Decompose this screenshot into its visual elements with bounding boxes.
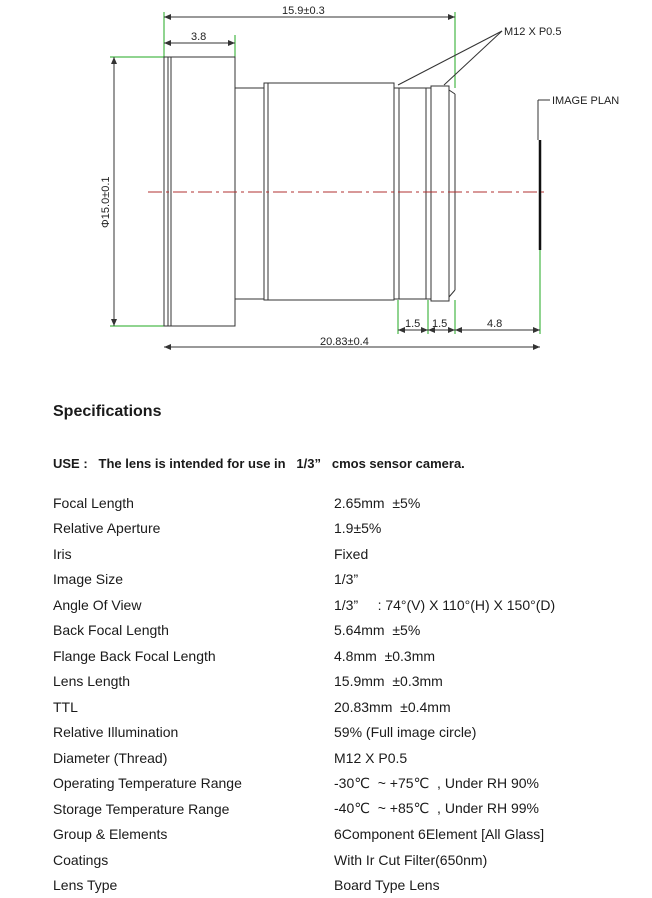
spec-label: Angle Of View (53, 592, 334, 618)
lens-dimension-drawing (0, 0, 652, 360)
spec-row (53, 541, 633, 567)
spec-value: Fixed (334, 541, 633, 567)
thread-label: M12 X P0.5 (504, 26, 561, 38)
spec-value: 2.65mm ±5% (334, 490, 633, 516)
spec-row (53, 643, 633, 669)
spec-label: Relative Illumination (53, 720, 334, 746)
spec-label: Focal Length (53, 490, 334, 516)
spec-label: Diameter (Thread) (53, 745, 334, 771)
spec-row (53, 490, 633, 516)
spec-value: 20.83mm ±0.4mm (334, 694, 633, 720)
spec-label: Operating Temperature Range (53, 771, 334, 797)
spec-table (53, 490, 633, 898)
spec-label: Lens Length (53, 669, 334, 695)
overall-length-label: 15.9±0.3 (282, 5, 325, 17)
image-plane-label: IMAGE PLAN (552, 95, 619, 107)
spec-label: Back Focal Length (53, 618, 334, 644)
spec-row (53, 669, 633, 695)
spec-label: Coatings (53, 847, 334, 873)
dim-a-label: 1.5 (405, 318, 420, 330)
spec-row (53, 796, 633, 822)
spec-row (53, 745, 633, 771)
diameter-label: Φ15.0±0.1 (100, 176, 112, 228)
spec-label: Relative Aperture (53, 516, 334, 542)
spec-label: Image Size (53, 567, 334, 593)
front-length-label: 3.8 (191, 31, 206, 43)
dim-b-label: 1.5 (432, 318, 447, 330)
spec-row (53, 592, 633, 618)
spec-value: -30℃ ~ +75℃ , Under RH 90% (334, 771, 633, 797)
spec-value: 4.8mm ±0.3mm (334, 643, 633, 669)
spec-row (53, 694, 633, 720)
spec-value: With Ir Cut Filter(650nm) (334, 847, 633, 873)
spec-value: -40℃ ~ +85℃ , Under RH 99% (334, 796, 633, 822)
spec-value: 15.9mm ±0.3mm (334, 669, 633, 695)
spec-row (53, 873, 633, 898)
spec-label: Storage Temperature Range (53, 796, 334, 822)
spec-label: Group & Elements (53, 822, 334, 848)
spec-row (53, 516, 633, 542)
spec-label: Iris (53, 541, 334, 567)
spec-label: Lens Type (53, 873, 334, 898)
flange-dim-label: 4.8 (487, 318, 502, 330)
spec-row (53, 618, 633, 644)
spec-value: 6Component 6Element [All Glass] (334, 822, 633, 848)
spec-value: 1/3” : 74°(V) X 110°(H) X 150°(D) (334, 592, 633, 618)
use-statement: USE : The lens is intended for use in 1/3” cmos sensor camera. (53, 456, 465, 471)
spec-value: 1.9±5% (334, 516, 633, 542)
spec-value: 1/3” (334, 567, 633, 593)
spec-label: Flange Back Focal Length (53, 643, 334, 669)
spec-value: Board Type Lens (334, 873, 633, 898)
spec-row (53, 847, 633, 873)
total-track-label: 20.83±0.4 (320, 336, 369, 348)
spec-value: 59% (Full image circle) (334, 720, 633, 746)
spec-value: M12 X P0.5 (334, 745, 633, 771)
specifications-title: Specifications (53, 403, 161, 421)
spec-row (53, 720, 633, 746)
spec-label: TTL (53, 694, 334, 720)
spec-value: 5.64mm ±5% (334, 618, 633, 644)
spec-row (53, 771, 633, 797)
spec-row (53, 822, 633, 848)
spec-row (53, 567, 633, 593)
